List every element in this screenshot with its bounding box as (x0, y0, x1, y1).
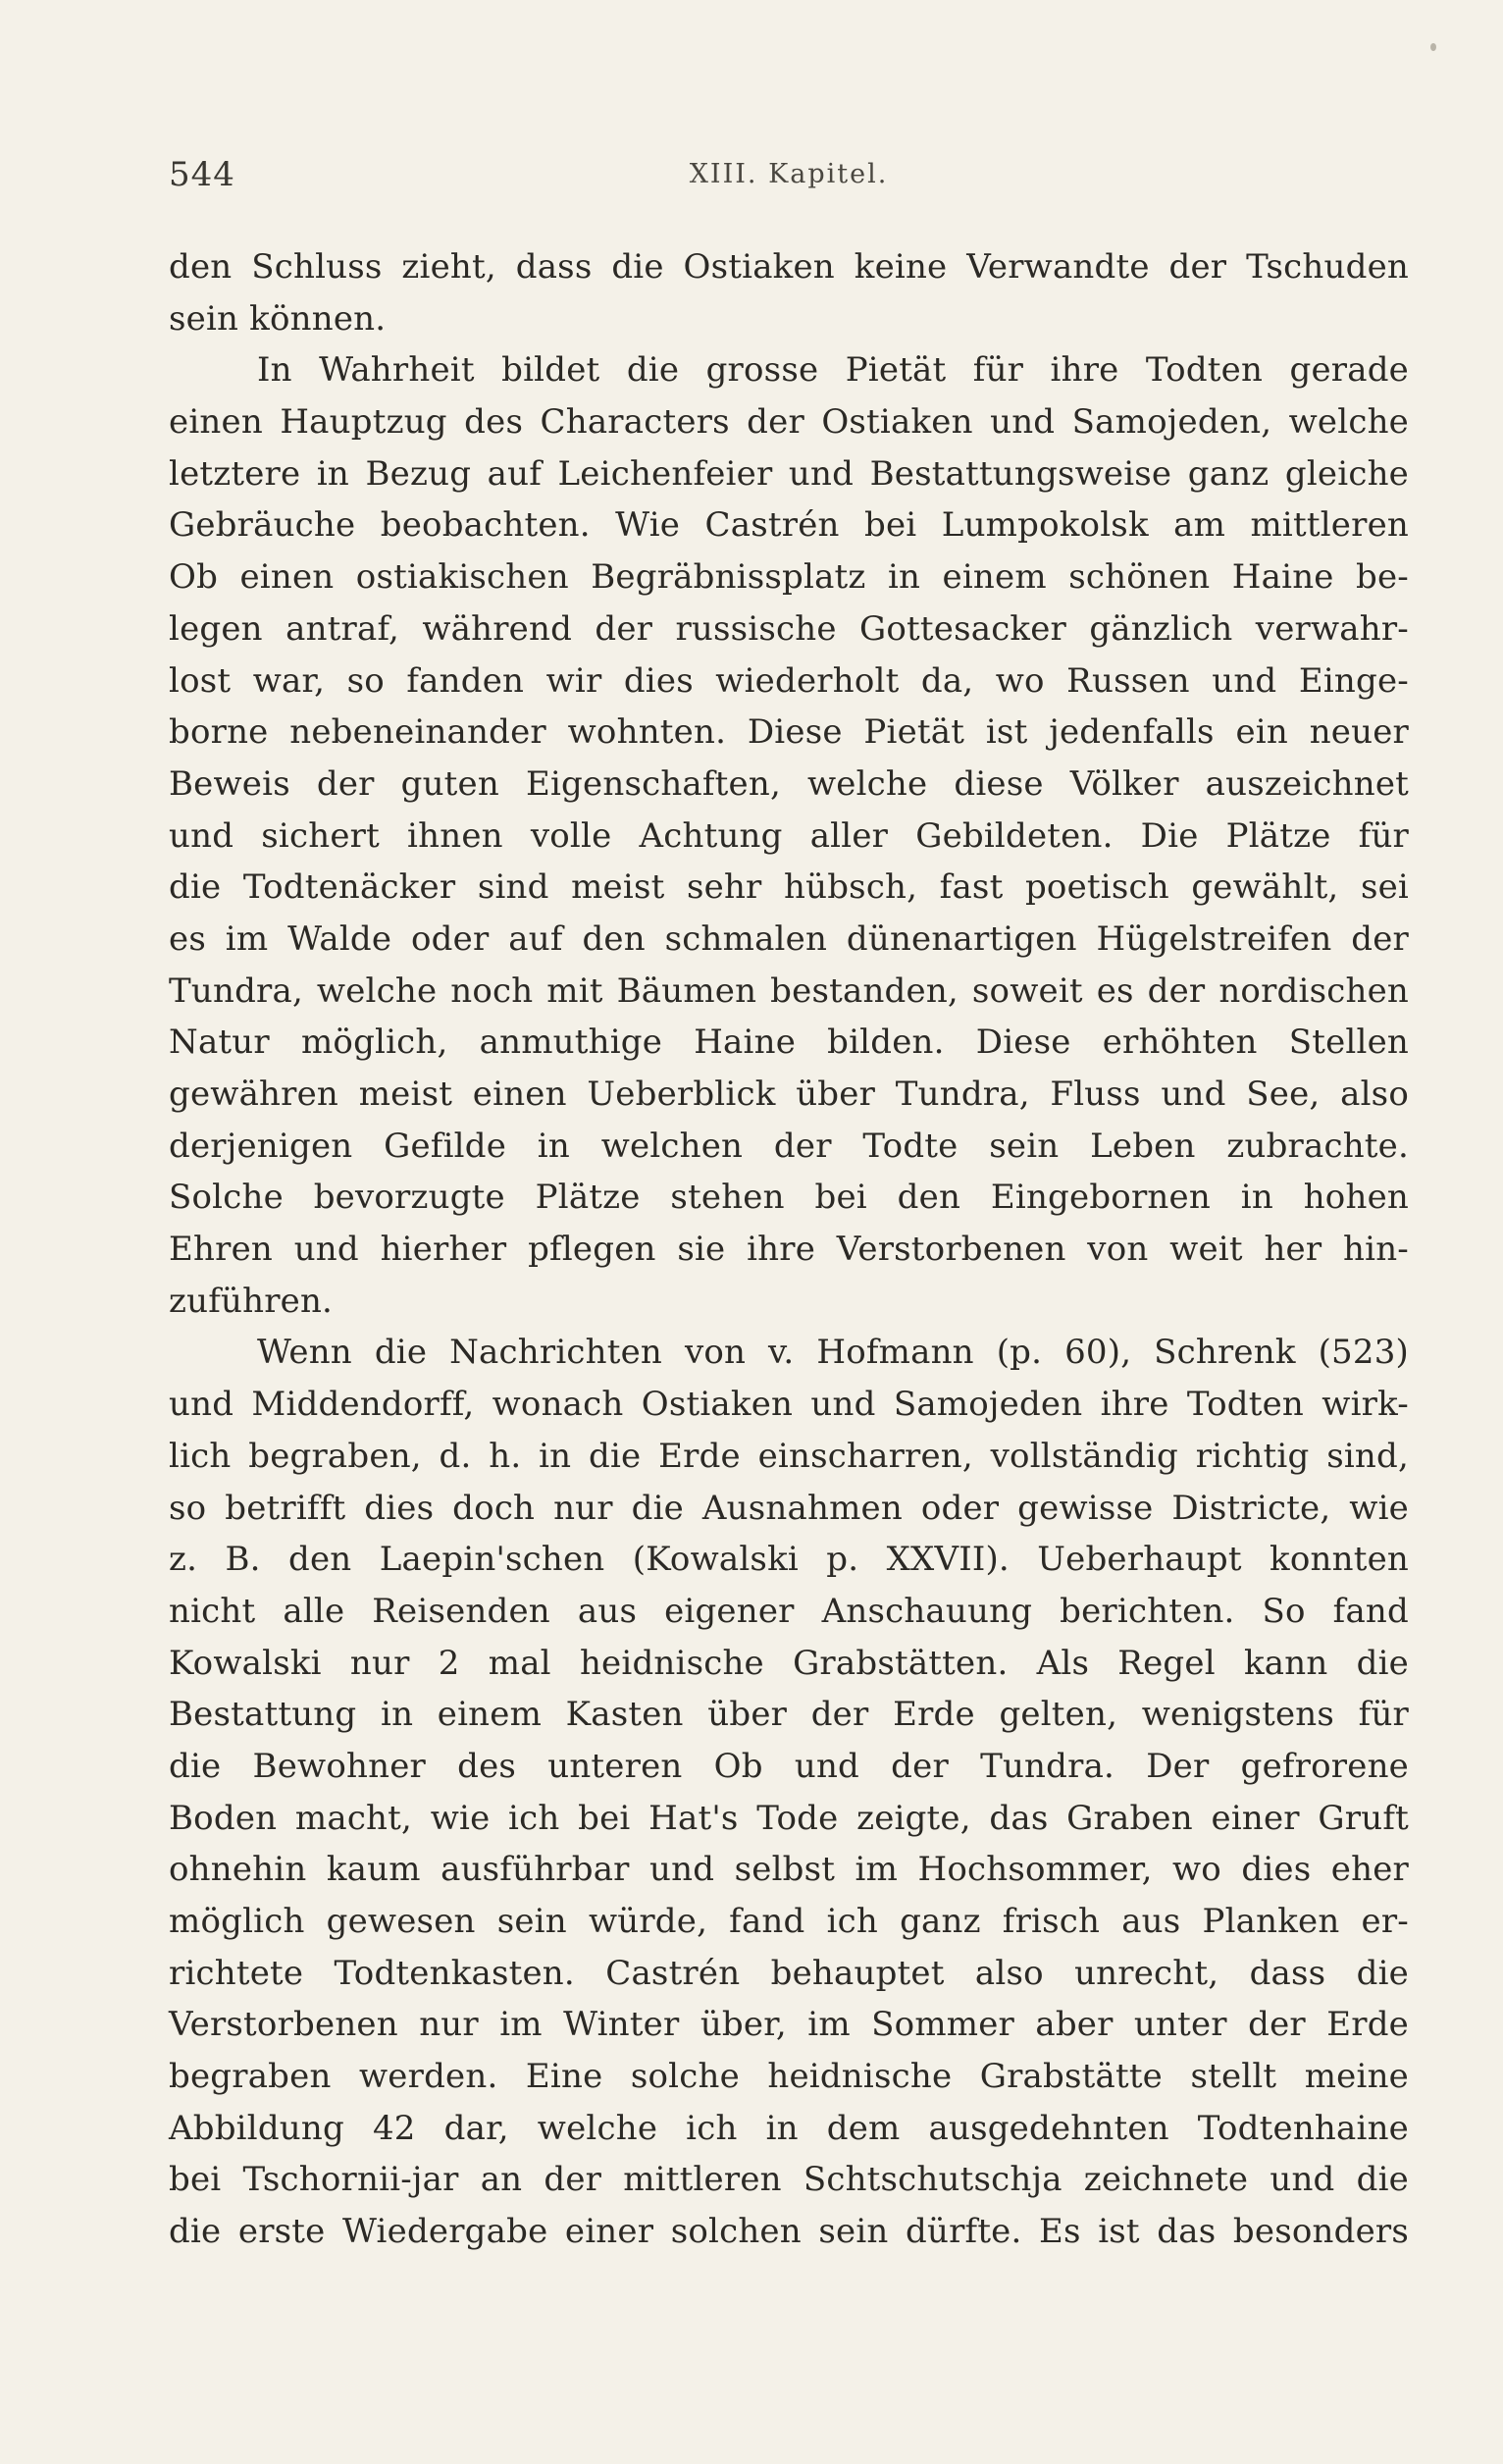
text-line: zuführen. (169, 1281, 334, 1321)
text-line: Solche bevorzugte Plätze stehen bei den Eingebornen in hohen (169, 1178, 1409, 1218)
text-line: Boden macht, wie ich bei Hat's Tode zeigte, das Graben einer Gruft (169, 1798, 1409, 1838)
text-line: sein können. (169, 298, 387, 339)
page-header (169, 155, 1409, 204)
text-line: borne nebeneinander wohnten. Diese Pietät ist jedenfalls ein neuer (169, 712, 1409, 753)
text-line: Gebräuche beobachten. Wie Castrén bei Lumpokolsk am mittleren (169, 505, 1409, 546)
text-line: z. B. den Laepin'schen (Kowalski p. XXVII). Ueberhaupt konnten (169, 1540, 1409, 1580)
text-line: und sichert ihnen volle Achtung aller Gebildeten. Die Plätze für (169, 815, 1409, 856)
text-line: lost war, so fanden wir dies wiederholt da, wo Russen und Einge- (169, 660, 1409, 701)
text-line: Abbildung 42 dar, welche ich in dem ausgedehnten Todtenhaine (169, 2108, 1409, 2148)
text-line: so betrifft dies doch nur die Ausnahmen oder gewisse Districte, wie (169, 1488, 1409, 1528)
text-line: In Wahrheit bildet die grosse Pietät für ihre Todten gerade (257, 350, 1409, 391)
text-line: richtete Todtenkasten. Castrén behauptet also unrecht, dass die (169, 1953, 1409, 1993)
text-line: Bestattung in einem Kasten über der Erde gelten, wenigstens für (169, 1695, 1409, 1735)
text-line: die erste Wiedergabe einer solchen sein dürfte. Es ist das besonders (169, 2212, 1409, 2252)
text-line: bei Tschornii-jar an der mittleren Schtschutschja zeichnete und die (169, 2160, 1409, 2200)
text-line: die Todtenäcker sind meist sehr hübsch, fast poetisch gewählt, sei (169, 867, 1409, 908)
text-line: ohnehin kaum ausführbar und selbst im Hochsommer, wo dies eher (169, 1850, 1409, 1890)
paper-speck (1430, 43, 1436, 51)
text-line: die Bewohner des unteren Ob und der Tundra. Der gefrorene (169, 1746, 1409, 1786)
text-line: Wenn die Nachrichten von v. Hofmann (p. 60), Schrenk (523) (257, 1333, 1409, 1373)
running-head: XIII. Kapitel. (689, 159, 889, 189)
text-line: derjenigen Gefilde in welchen der Todte sein Leben zubrachte. (169, 1126, 1409, 1166)
text-line: Ob einen ostiakischen Begräbnissplatz in einem schönen Haine be- (169, 557, 1409, 598)
text-line: möglich gewesen sein würde, fand ich ganz frisch aus Planken er- (169, 1902, 1409, 1941)
text-line: Tundra, welche noch mit Bäumen bestanden, soweit es der nordischen (169, 970, 1409, 1011)
text-line: legen antraf, während der russische Gottesacker gänzlich verwahr- (169, 608, 1409, 649)
text-line: Kowalski nur 2 mal heidnische Grabstätten. Als Regel kann die (169, 1643, 1409, 1683)
text-line: Natur möglich, anmuthige Haine bilden. Diese erhöhten Stellen (169, 1022, 1409, 1063)
text-line: es im Walde oder auf den schmalen dünenartigen Hügelstreifen der (169, 918, 1409, 959)
page-number: 544 (169, 155, 235, 194)
text-line: den Schluss zieht, dass die Ostiaken keine Verwandte der Tschuden (169, 247, 1409, 287)
text-line: lich begraben, d. h. in die Erde einscharren, vollständig richtig sind, (169, 1436, 1409, 1476)
text-line: Ehren und hierher pflegen sie ihre Verstorbenen von weit her hin- (169, 1230, 1409, 1270)
text-line: Beweis der guten Eigenschaften, welche diese Völker auszeichnet (169, 763, 1409, 804)
body-text (169, 241, 1409, 2258)
text-line: und Middendorff, wonach Ostiaken und Samojeden ihre Todten wirk- (169, 1385, 1409, 1425)
text-line: Verstorbenen nur im Winter über, im Sommer aber unter der Erde (169, 2005, 1409, 2045)
text-line: begraben werden. Eine solche heidnische Grabstätte stellt meine (169, 2057, 1409, 2097)
text-line: nicht alle Reisenden aus eigener Anschauung berichten. So fand (169, 1591, 1409, 1631)
text-line: gewähren meist einen Ueberblick über Tundra, Fluss und See, also (169, 1075, 1409, 1114)
text-line: letztere in Bezug auf Leichenfeier und Bestattungsweise ganz gleiche (169, 453, 1409, 494)
text-line: einen Hauptzug des Characters der Ostiaken und Samojeden, welche (169, 402, 1409, 443)
